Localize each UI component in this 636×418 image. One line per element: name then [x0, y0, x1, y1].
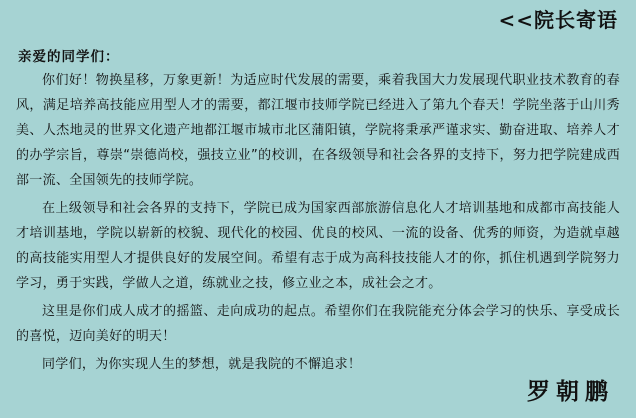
paragraph-1: 你们好！物换星移，万象更新！为适应时代发展的需要，乘着我国大力发展现代职业技术教育的春风，满足培养高技能应用型人才的需要，都江堰市技师学院已经进入了第九个春天！学院坐落于山川秀美、人杰地灵的世界文化遗产地都江堰市城市北区蒲阳镇，学院将秉承严谨求实、勤奋进取、培养人才的办学宗旨，尊崇“崇德尚校，强技立业”的校训，在各级领导和社会各界的支持下，努力把学院建成西部一流、全国领先的技师学院。	[16, 73, 620, 188]
paragraph-2: 在上级领导和社会各界的支持下，学院已成为国家西部旅游信息化人才培训基地和成都市高技能人才培训基地，学院以崭新的校貌、现代化的校园、优良的校风、一流的设备、优秀的师资，为造就卓越的高技能实用型人才提供良好的发展空间。希望有志于成为高科技技能人才的你，抓住机遇到学院努力学习，勇于实践，学做人之道，练就业之技，修立业之本，成社会之才。	[16, 201, 620, 291]
paragraph-3: 这里是你们成人成才的摇篮、走向成功的起点。希望你们在我院能充分体会学习的快乐、享受成长的喜悦，迈向美好的明天！	[16, 304, 620, 344]
page-title: <<院长寄语	[498, 8, 618, 32]
paragraph-4: 同学们，为你实现人生的梦想，就是我院的不懈追求！	[42, 357, 362, 372]
salutation-text: 亲爱的同学们：	[18, 49, 120, 65]
signature-name: 罗朝鹏	[527, 378, 614, 405]
letter-body	[16, 68, 620, 380]
